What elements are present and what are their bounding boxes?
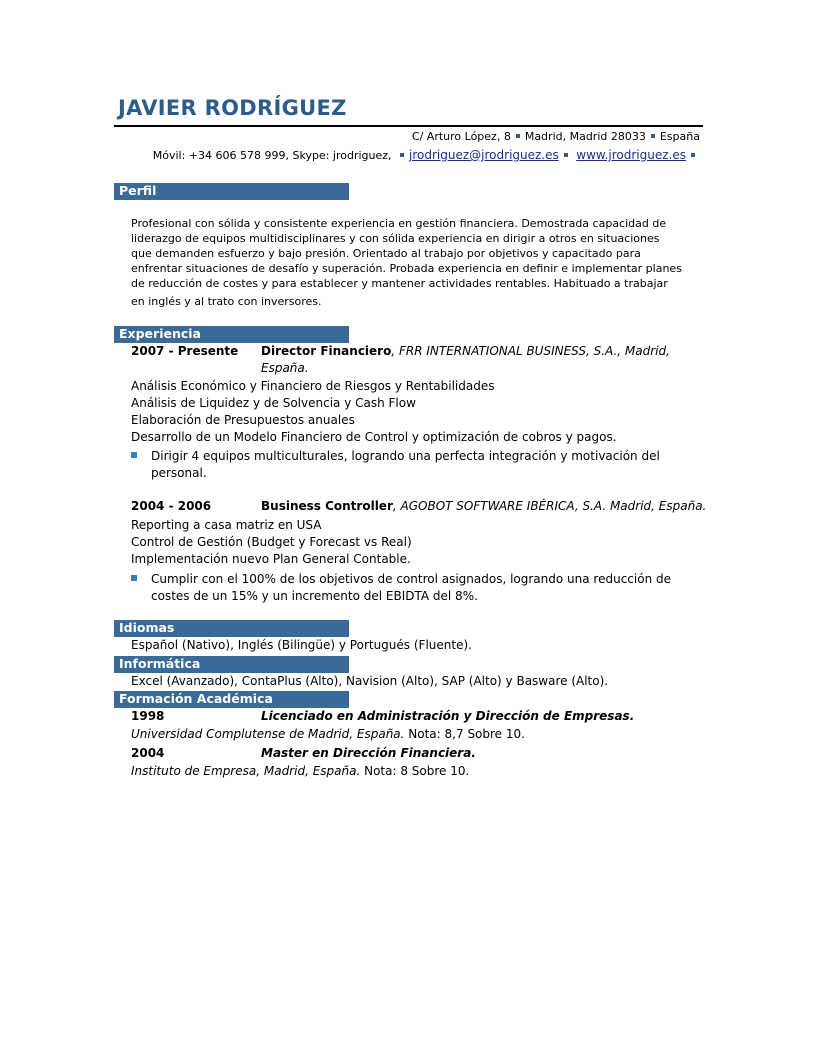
education-year: 2004 bbox=[131, 746, 165, 760]
square-bullet-icon bbox=[564, 153, 568, 157]
bullet-icon bbox=[131, 575, 137, 581]
computing-text: Excel (Avanzado), ContaPlus (Alto), Navision (Alto), SAP (Alto) y Basware (Alto). bbox=[131, 674, 609, 688]
achievement-line: Dirigir 4 equipos multiculturales, logrando una perfecta integración y motivación del bbox=[151, 449, 660, 463]
job-title bbox=[261, 499, 706, 513]
address-city: Madrid, Madrid 28033 bbox=[524, 130, 646, 143]
section-rule bbox=[114, 199, 349, 200]
education-school: Universidad Complutense de Madrid, España. bbox=[131, 727, 405, 741]
grade-suffix: Sobre 10. bbox=[407, 764, 470, 778]
section-rule bbox=[114, 707, 349, 708]
section-header-education: Formación Académica bbox=[114, 691, 349, 707]
grade-value: 8,7 bbox=[444, 727, 464, 741]
profile-line: Profesional con sólida y consistente experiencia en gestión financiera. Demostrada capacidad de bbox=[131, 217, 667, 230]
job-tasks bbox=[131, 517, 412, 568]
grade-value: 8 bbox=[400, 764, 408, 778]
achievement-line: costes de un 15% y un incremento del EBIDTA del 8%. bbox=[151, 589, 478, 603]
contact-line bbox=[153, 148, 700, 162]
job-tasks bbox=[131, 378, 617, 446]
achievement-line: Cumplir con el 100% de los objetivos de control asignados, logrando una reducción de bbox=[151, 572, 671, 586]
address-street: C/ Arturo López, 8 bbox=[411, 130, 511, 143]
square-bullet-icon bbox=[400, 153, 404, 157]
job-achievement bbox=[151, 571, 671, 605]
job-achievement bbox=[151, 448, 660, 482]
job-company: , FRR INTERNATIONAL BUSINESS, S.A., Madrid, bbox=[391, 344, 670, 358]
square-bullet-icon bbox=[691, 153, 695, 157]
section-header-languages: Idiomas bbox=[114, 620, 349, 636]
square-bullet-icon bbox=[516, 134, 520, 138]
job-task: Desarrollo de un Modelo Financiero de Control y optimización de cobros y pagos. bbox=[131, 430, 617, 444]
section-rule bbox=[114, 342, 349, 343]
grade-suffix: Sobre 10. bbox=[463, 727, 525, 741]
profile-text bbox=[131, 216, 682, 309]
section-rule bbox=[114, 636, 349, 637]
profile-line: liderazgo de equipos multidisciplinares y con sólida experiencia en dirigir a otros en situaciones bbox=[131, 232, 660, 245]
address-line bbox=[412, 130, 700, 143]
education-degree: Licenciado en Administración y Dirección de Empresas. bbox=[261, 709, 635, 723]
section-header-experience: Experiencia bbox=[114, 326, 349, 342]
job-company-cont: España. bbox=[261, 361, 309, 375]
profile-line: de reducción de costes y para establecer y mantener actividades rentables. Habituado a trabajar bbox=[131, 277, 668, 290]
job-dates: 2007 - Presente bbox=[131, 344, 239, 358]
education-school: Instituto de Empresa, Madrid, España. bbox=[131, 764, 361, 778]
section-header-profile: Perfil bbox=[114, 183, 349, 199]
job-task: Control de Gestión (Budget y Forecast vs Real) bbox=[131, 535, 412, 549]
job-task: Reporting a casa matriz en USA bbox=[131, 518, 322, 532]
job-role: Director Financiero bbox=[261, 344, 392, 358]
job-title bbox=[261, 344, 670, 358]
achievement-line: personal. bbox=[151, 466, 207, 480]
education-school-line bbox=[131, 764, 469, 778]
job-task: Elaboración de Presupuestos anuales bbox=[131, 413, 355, 427]
section-header-computing: Informática bbox=[114, 656, 349, 672]
candidate-name: JAVIER RODRÍGUEZ bbox=[118, 96, 347, 120]
job-task: Análisis de Liquidez y de Solvencia y Cash Flow bbox=[131, 396, 416, 410]
square-bullet-icon bbox=[651, 134, 655, 138]
section-rule bbox=[114, 672, 349, 673]
email-link[interactable]: jrodriguez@jrodriguez.es bbox=[409, 148, 559, 162]
profile-line: enfrentar situaciones de desafío y superación. Probada experiencia en definir e implementar planes bbox=[131, 262, 682, 275]
bullet-icon bbox=[131, 452, 137, 458]
profile-line: en inglés y al trato con inversores. bbox=[131, 295, 322, 308]
header-rule bbox=[114, 125, 703, 127]
address-country: España bbox=[659, 130, 700, 143]
languages-text: Español (Nativo), Inglés (Bilingüe) y Portugués (Fluente). bbox=[131, 638, 472, 652]
education-school-line bbox=[131, 727, 525, 741]
job-task: Análisis Económico y Financiero de Riesgos y Rentabilidades bbox=[131, 379, 495, 393]
job-company: , AGOBOT SOFTWARE IBÉRICA, S.A. Madrid, España. bbox=[392, 499, 707, 513]
education-degree: Master en Dirección Financiera. bbox=[261, 746, 476, 760]
grade-label: Nota: bbox=[360, 764, 401, 778]
grade-label: Nota: bbox=[404, 727, 445, 741]
profile-line: que demanden esfuerzo y bajo presión. Orientado al trabajo por objetivos y capacitado para bbox=[131, 247, 641, 260]
job-role: Business Controller bbox=[261, 499, 393, 513]
education-year: 1998 bbox=[131, 709, 165, 723]
job-task: Implementación nuevo Plan General Contable. bbox=[131, 552, 411, 566]
website-link[interactable]: www.jrodriguez.es bbox=[576, 148, 686, 162]
job-dates: 2004 - 2006 bbox=[131, 499, 212, 513]
phone-skype: Móvil: +34 606 578 999, Skype: jrodriguez, bbox=[152, 149, 392, 162]
